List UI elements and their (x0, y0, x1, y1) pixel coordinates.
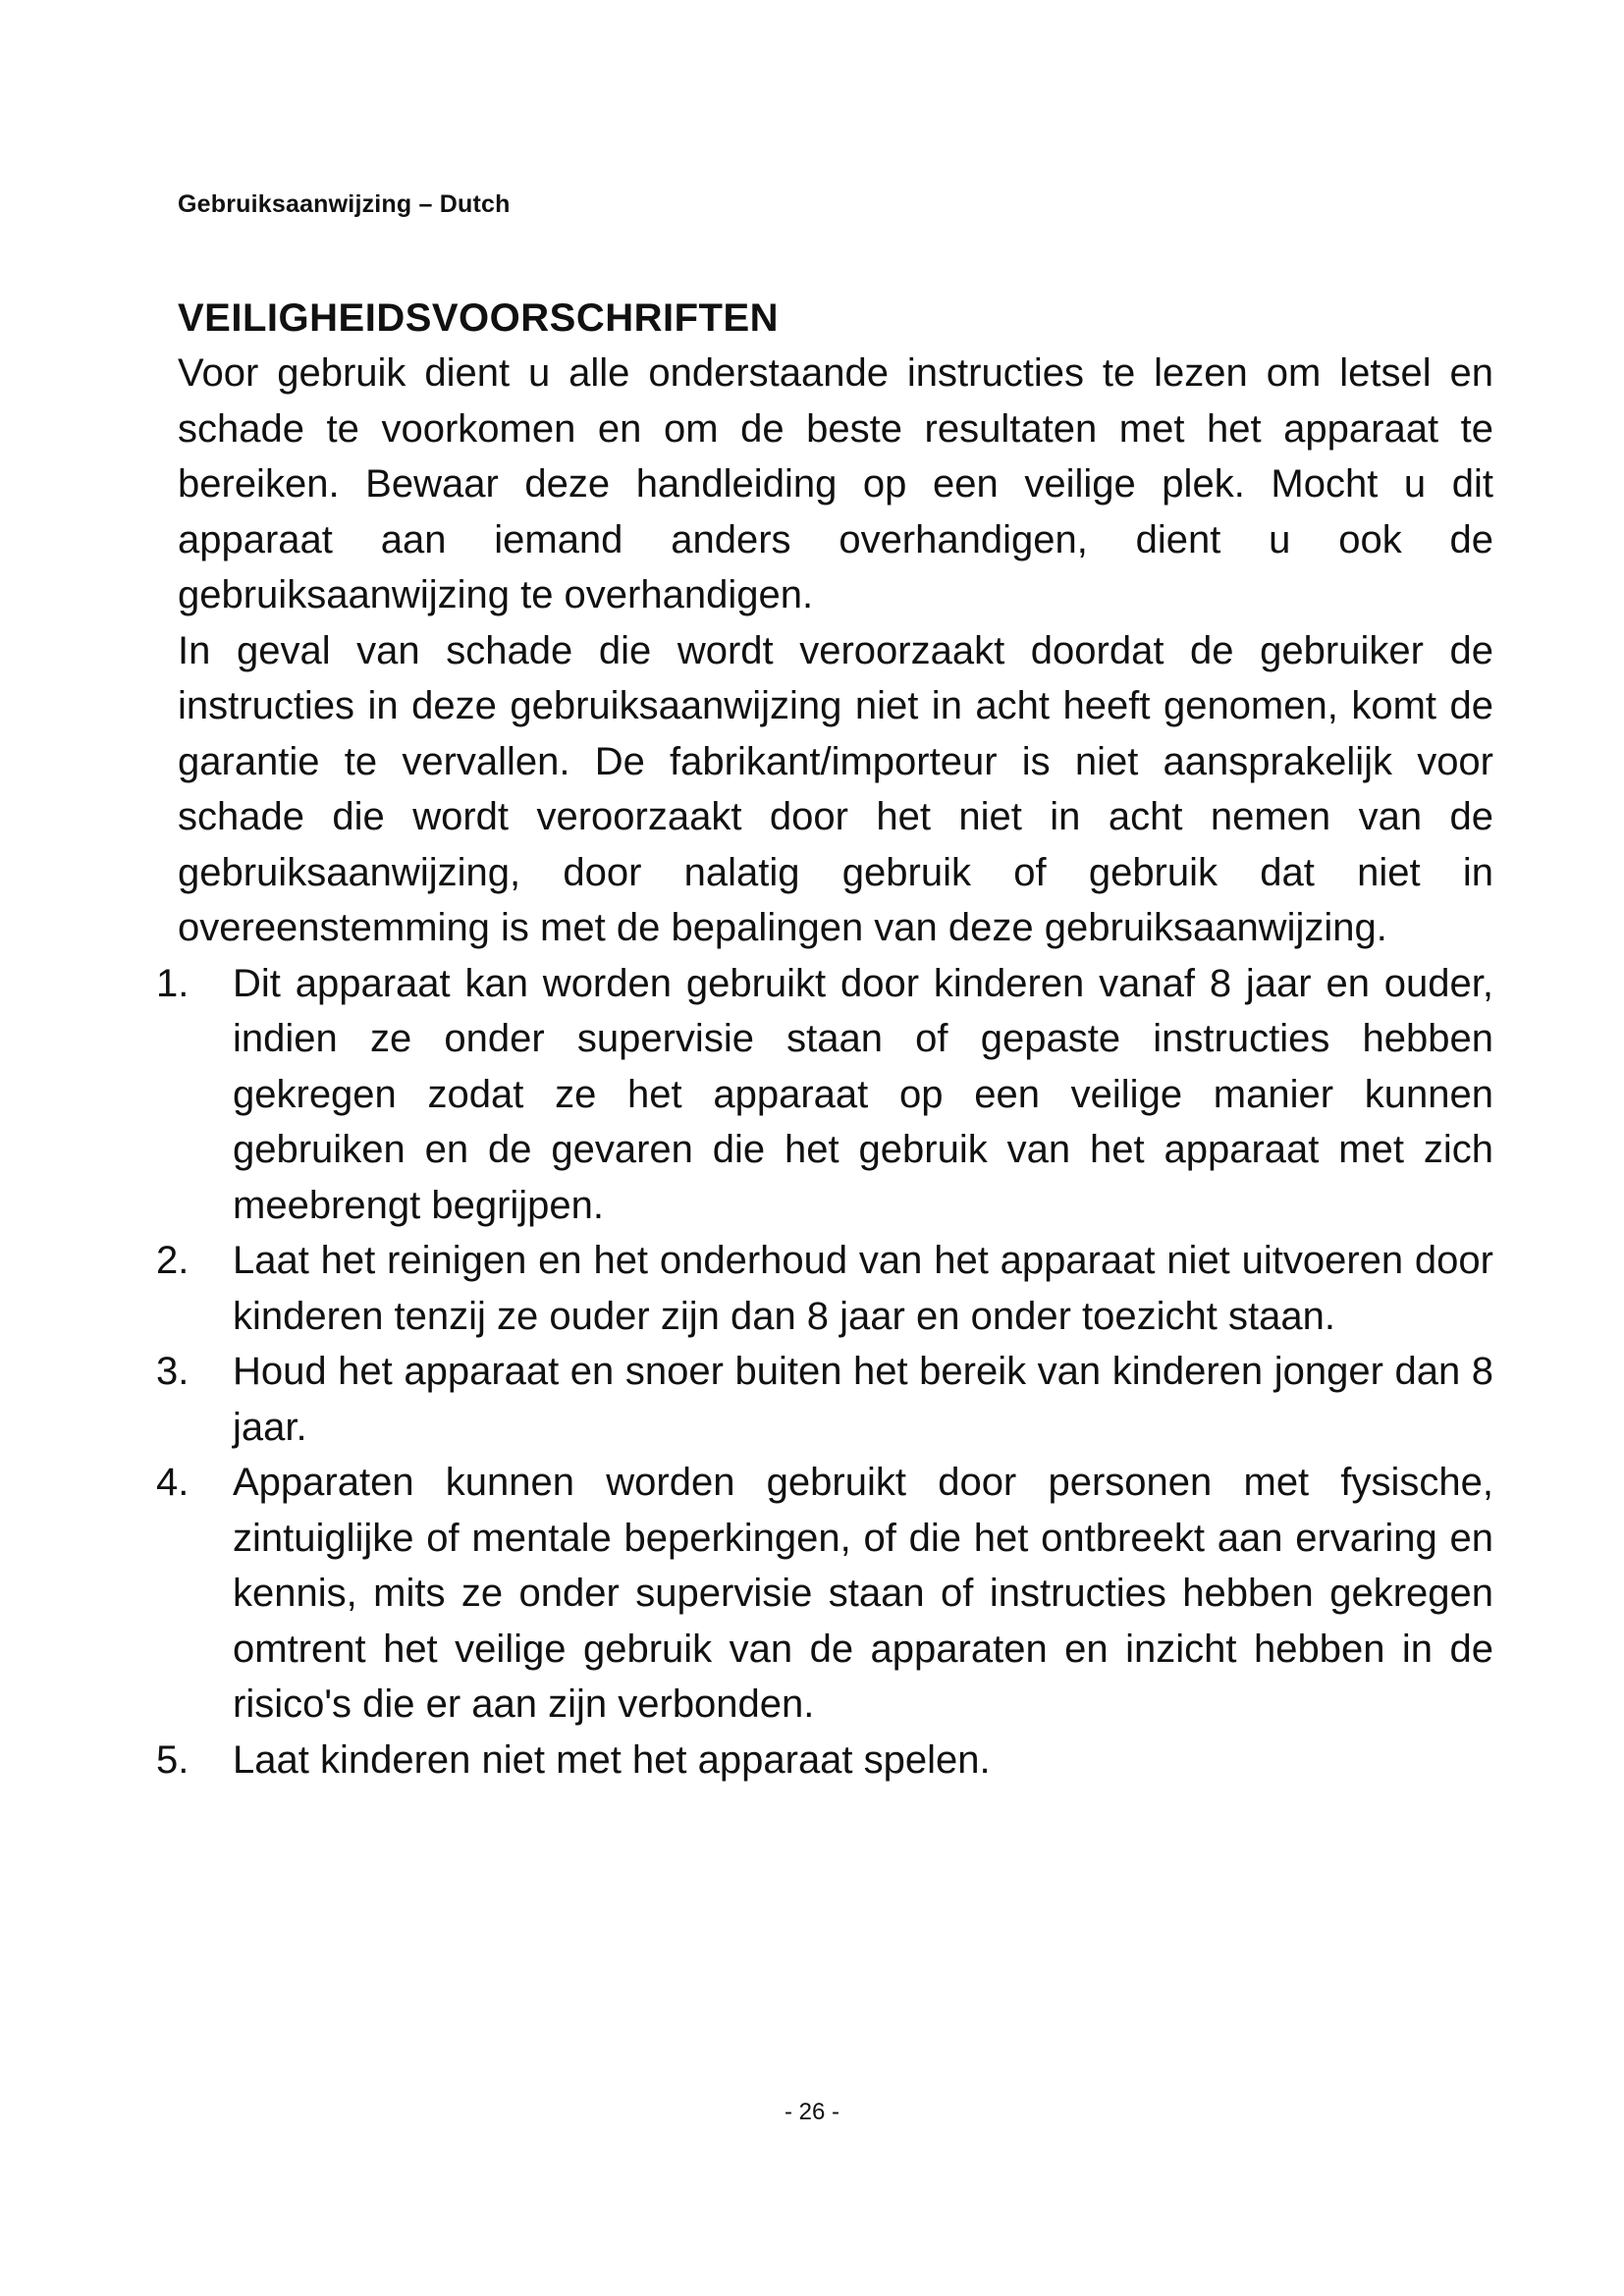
list-item-number: 1. (156, 961, 189, 1005)
list-item-number: 5. (156, 1737, 189, 1782)
list-item-text: Laat kinderen niet met het apparaat spelen. (233, 1737, 991, 1782)
section-title: VEILIGHEIDSVOORSCHRIFTEN (178, 296, 780, 340)
list-item (156, 1233, 1493, 1344)
intro-paragraph: Voor gebruik dient u alle onderstaande instructies te lezen om letsel en schade te voorkomen en om de beste resultaten met het apparaat te bereiken. Bewaar deze handleiding op een veilige plek. Mocht u dit apparaat aan iemand anders overhandigen, dient u ook de gebruiksaanwijzing te overhandigen. (178, 351, 1493, 616)
list-item-text: Laat het reinigen en het onderhoud van het apparaat niet uitvoeren door kinderen tenzij ze ouder zijn dan 8 jaar en onder toezicht staan. (233, 1239, 1493, 1338)
list-item-text: Apparaten kunnen worden gebruikt door personen met fysische, zintuiglijke of mentale beperkingen, of die het ontbreekt aan ervaring en kennis, mits ze onder supervisie staan of instructies hebben gekregen omtrent het veilige gebruik van de apparaten en inzicht hebben in de risico's die er aan zijn verbonden. (233, 1461, 1493, 1726)
liability-paragraph: In geval van schade die wordt veroorzaakt doordat de gebruiker de instructies in deze gebruiksaanwijzing niet in acht heeft genomen, komt de garantie te vervallen. De fabrikant/importeur is niet aansprakelijk voor schade die wordt veroorzaakt door het niet in acht nemen van de gebruiksaanwijzing, door nalatig gebruik of gebruik dat niet in overeenstemming is met de bepalingen van deze gebruiksaanwijzing. (178, 628, 1493, 949)
list-item (156, 956, 1493, 1234)
list-item (156, 1733, 1493, 1789)
safety-rules-list (156, 956, 1493, 1789)
list-item-number: 3. (156, 1350, 189, 1393)
page-number: - 26 - (784, 2099, 839, 2125)
document-header: Gebruiksaanwijzing – Dutch (178, 190, 511, 218)
list-item-number: 2. (156, 1239, 189, 1282)
list-item (156, 1344, 1493, 1455)
list-item-text: Houd het apparaat en snoer buiten het bereik van kinderen jonger dan 8 jaar. (233, 1350, 1493, 1449)
list-item-number: 4. (156, 1461, 189, 1504)
list-item-text: Dit apparaat kan worden gebruikt door kinderen vanaf 8 jaar en ouder, indien ze onder supervisie staan of gepaste instructies hebben gekregen zodat ze het apparaat op een veilige manier kunnen gebruiken en de gevaren die het gebruik van het apparaat met zich meebrengt begrijpen. (233, 961, 1493, 1227)
list-item (156, 1455, 1493, 1733)
safety-section (156, 291, 1493, 1788)
